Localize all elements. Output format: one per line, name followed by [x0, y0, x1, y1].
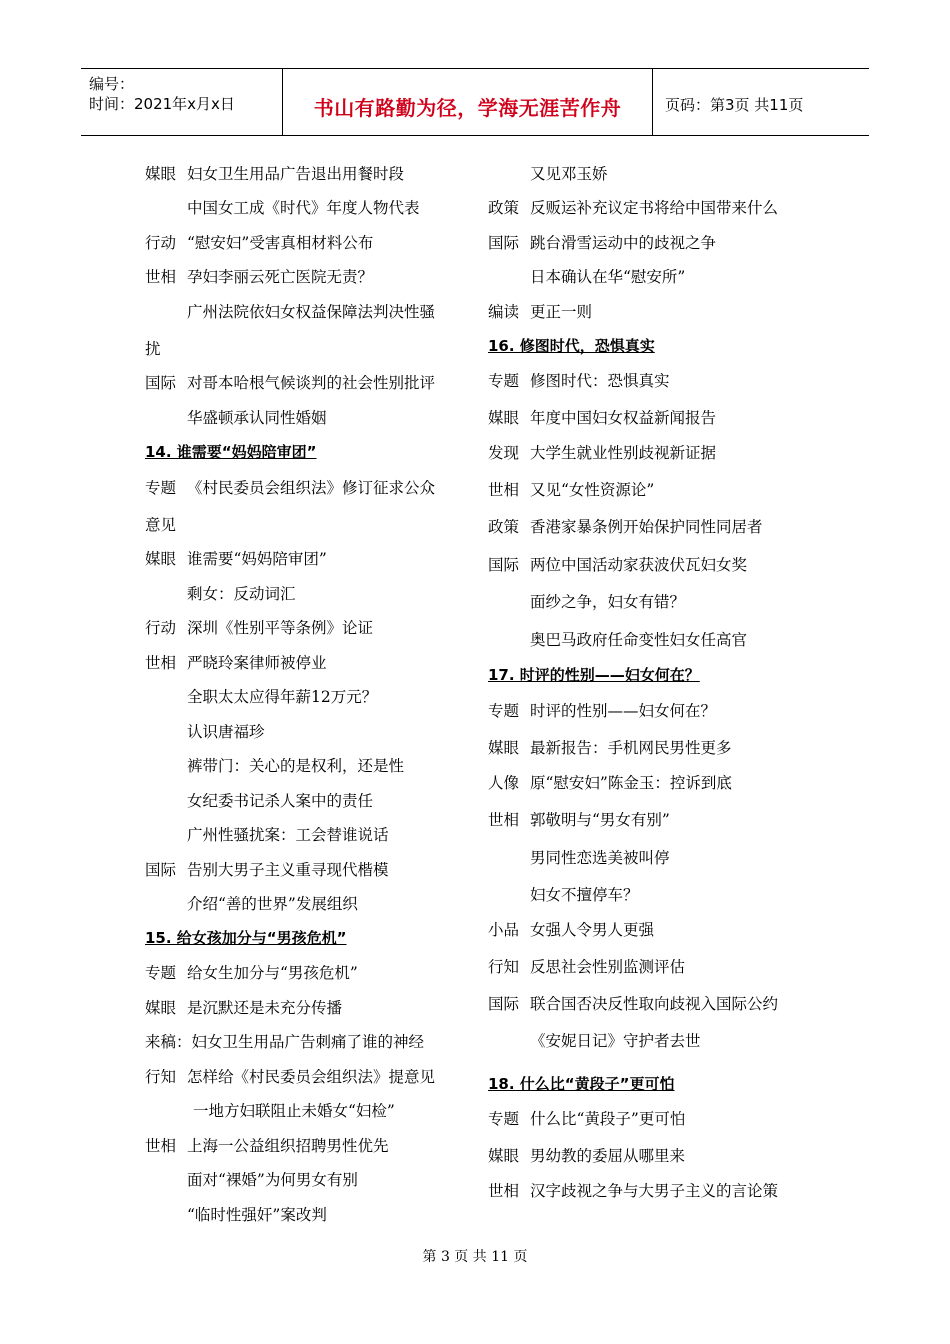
number-label: 编号：: [89, 75, 135, 93]
item-text: 怎样给《村民委员会组织法》提意见: [187, 1068, 436, 1086]
category-label: 编读: [488, 303, 520, 321]
item-text: 严晓玲案律师被停业: [187, 654, 327, 672]
item-text: 又见邓玉娇: [530, 165, 608, 183]
category-label: 小品: [488, 921, 520, 939]
item-text: 华盛顿承认同性婚姻: [187, 409, 327, 427]
item-text: 跳台滑雪运动中的歧视之争: [530, 234, 717, 252]
item-text: 年度中国妇女权益新闻报告: [530, 409, 717, 427]
page-info: 页码：第3页 共11页: [665, 96, 804, 114]
category-label: 媒眼: [488, 1147, 520, 1165]
item-text: 妇女卫生用品广告退出用餐时段: [187, 165, 405, 183]
category-label: 专题: [488, 1110, 520, 1128]
category-label: 世相: [488, 1182, 520, 1200]
section-title: 16. 修图时代，恐惧真实: [488, 337, 655, 355]
item-text: “临时性强奸”案改判: [187, 1206, 327, 1224]
item-text: 面对“裸婚”为何男女有别: [187, 1171, 358, 1189]
category-label: 人像: [488, 774, 520, 792]
category-label: 世相: [145, 1137, 177, 1155]
item-text: 是沉默还是未充分传播: [187, 999, 343, 1017]
category-label: 世相: [145, 268, 177, 286]
item-text: 男同性恋选美被叫停: [530, 849, 670, 867]
category-label: 国际: [488, 234, 520, 252]
item-text: 上海一公益组织招聘男性优先: [187, 1137, 389, 1155]
category-label: 行动: [145, 619, 177, 637]
category-label: 政策: [488, 518, 520, 536]
section-title: 14. 谁需要“妈妈陪审团”: [145, 443, 317, 461]
item-text: 对哥本哈根气候谈判的社会性别批评: [187, 374, 436, 392]
item-text: 大学生就业性别歧视新证据: [530, 444, 717, 462]
header-info-cell: [81, 69, 283, 135]
category-label: 专题: [488, 372, 520, 390]
section-title: 18. 什么比“黄段子”更可怕: [488, 1075, 675, 1093]
item-text: 面纱之争，妇女有错？: [530, 593, 686, 611]
category-label: 媒眼: [145, 550, 177, 568]
item-text: 最新报告：手机网民男性更多: [530, 739, 732, 757]
item-text: 扰: [145, 340, 161, 358]
section-title: 15. 给女孩加分与“男孩危机”: [145, 929, 347, 947]
item-text: 又见“女性资源论”: [530, 481, 655, 499]
category-label: 行知: [145, 1068, 177, 1086]
item-text: 更正一则: [530, 303, 593, 321]
motto: 书山有路勤为径，学海无涯苦作舟: [313, 96, 622, 120]
category-label: 媒眼: [145, 165, 177, 183]
item-text: 孕妇李丽云死亡医院无责？: [187, 268, 374, 286]
item-text: 全职太太应得年薪12万元？: [187, 688, 378, 706]
item-text: 郭敬明与“男女有别”: [530, 811, 670, 829]
item-text: 女强人令男人更强: [530, 921, 655, 939]
item-text: 时评的性别——妇女何在？: [530, 702, 717, 720]
category-label: 政策: [488, 199, 520, 217]
category-label: 发现: [488, 444, 520, 462]
item-text: 来稿：妇女卫生用品广告刺痛了谁的神经: [145, 1033, 425, 1051]
item-text: 日本确认在华“慰安所”: [530, 268, 686, 286]
category-label: 专题: [488, 702, 520, 720]
item-text: 什么比“黄段子”更可怕: [530, 1110, 686, 1128]
category-label: 媒眼: [145, 999, 177, 1017]
item-text: 香港家暴条例开始保护同性同居者: [530, 518, 763, 536]
category-label: 行动: [145, 234, 177, 252]
item-text: 深圳《性别平等条例》论证: [187, 619, 374, 637]
item-text: 男幼教的委屈从哪里来: [530, 1147, 686, 1165]
item-text: 原“慰安妇”陈金玉：控诉到底: [530, 774, 732, 792]
category-label: 国际: [488, 995, 520, 1013]
item-text: 反贩运补充议定书将给中国带来什么: [530, 199, 779, 217]
category-label: 国际: [488, 556, 520, 574]
item-text: 女纪委书记杀人案中的责任: [187, 792, 374, 810]
item-text: 《村民委员会组织法》修订征求公众: [187, 479, 436, 497]
section-title: 17. 时评的性别——妇女何在？: [488, 666, 700, 684]
category-label: 世相: [488, 811, 520, 829]
item-text: 两位中国活动家获波伏瓦妇女奖: [530, 556, 748, 574]
item-text: 奥巴马政府任命变性妇女任高官: [530, 631, 748, 649]
category-label: 媒眼: [488, 409, 520, 427]
item-text: 广州法院依妇女权益保障法判决性骚: [187, 303, 436, 321]
item-text: 《安妮日记》守护者去世: [530, 1032, 701, 1050]
page-footer: 第 3 页 共 11 页: [422, 1249, 528, 1265]
item-text: 妇女不擅停车？: [530, 886, 639, 904]
item-text: 裤带门：关心的是权利，还是性: [187, 757, 405, 775]
header-motto-cell: [283, 69, 653, 135]
header-page-cell: [653, 69, 869, 135]
item-text: 给女生加分与“男孩危机”: [187, 964, 358, 982]
category-label: 国际: [145, 861, 177, 879]
category-label: 国际: [145, 374, 177, 392]
item-text: 广州性骚扰案：工会替谁说话: [187, 826, 389, 844]
category-label: 专题: [145, 964, 177, 982]
item-text: 汉字歧视之争与大男子主义的言论策: [530, 1182, 779, 1200]
item-text: 认识唐福珍: [187, 723, 265, 741]
item-text: 中国女工成《时代》年度人物代表: [187, 199, 420, 217]
category-label: 专题: [145, 479, 177, 497]
category-label: 世相: [488, 481, 520, 499]
item-text: 谁需要“妈妈陪审团”: [187, 550, 327, 568]
item-text: 联合国否决反性取向歧视入国际公约: [530, 995, 779, 1013]
page-header: [81, 68, 869, 136]
item-text: 意见: [145, 516, 177, 534]
item-text: “慰安妇”受害真相材料公布: [187, 234, 374, 252]
item-text: 一地方妇联阻止未婚女“妇检”: [193, 1102, 395, 1120]
item-text: 告别大男子主义重寻现代楷模: [187, 861, 389, 879]
item-text: 介绍“善的世界”发展组织: [187, 895, 358, 913]
item-text: 反思社会性别监测评估: [530, 958, 686, 976]
category-label: 行知: [488, 958, 520, 976]
date-label: 时间：2021年x月x日: [89, 95, 235, 113]
category-label: 媒眼: [488, 739, 520, 757]
category-label: 世相: [145, 654, 177, 672]
item-text: 修图时代：恐惧真实: [530, 372, 670, 390]
item-text: 剩女：反动词汇: [187, 585, 296, 603]
